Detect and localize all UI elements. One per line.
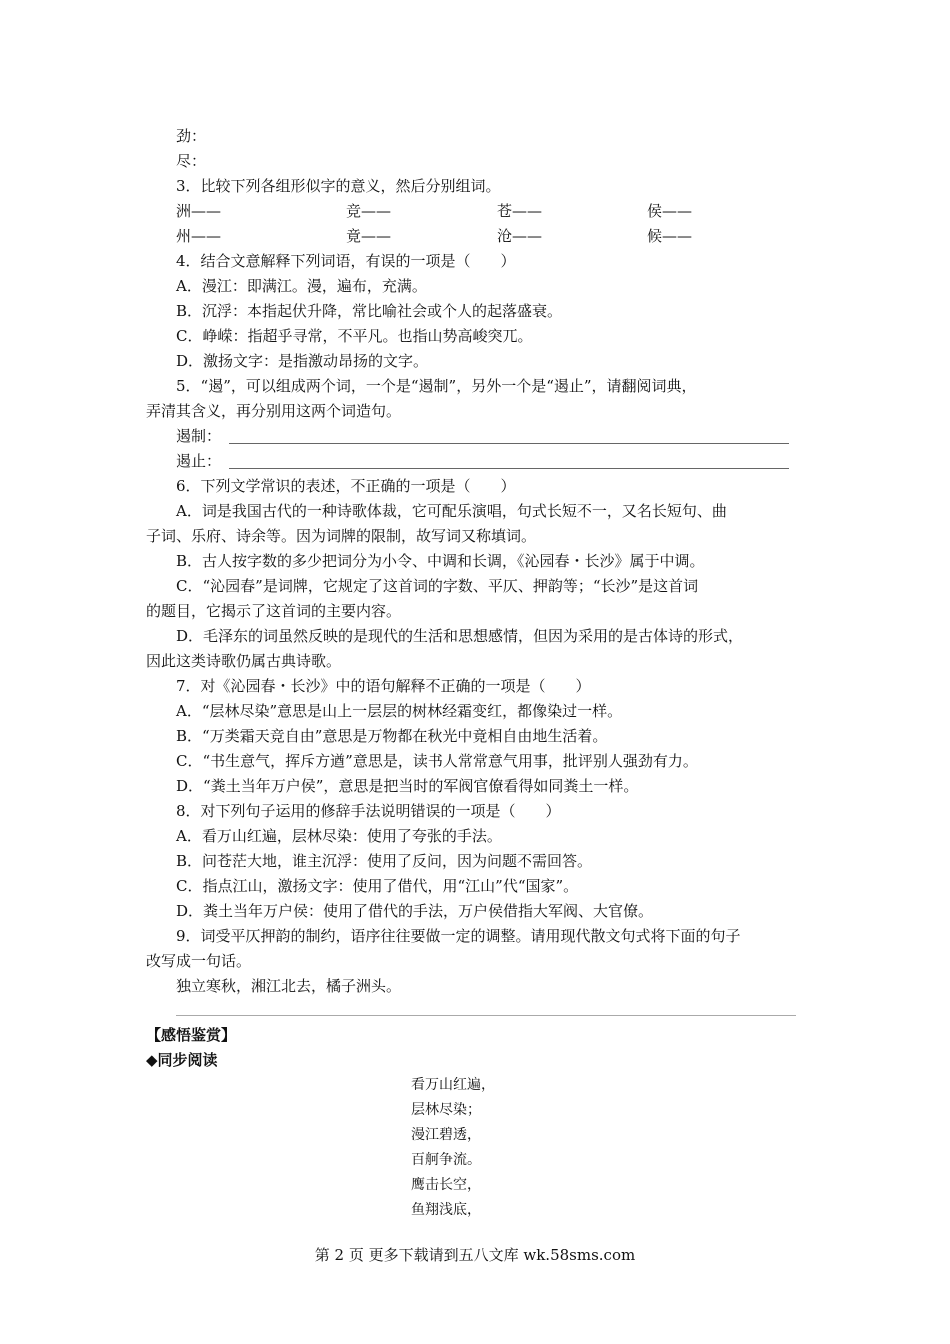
section-title: 【感悟鉴赏】 [146, 1026, 237, 1044]
q6-d-line1: D．毛泽东的词虽然反映的是现代的生活和思想感情，但因为采用的是古体诗的形式， [176, 627, 744, 645]
q3-cell: 洲—— [176, 202, 222, 220]
q6-b-line1: B．古人按字数的多少把词分为小令、中调和长调，《沁园春・长沙》属于中调。 [176, 552, 705, 570]
q3-cell: 侯—— [647, 202, 693, 220]
q5-blank2-label: 遏止： [176, 452, 222, 470]
q4-stem: 4．结合文意解释下列词语，有误的一项是（ ） [176, 252, 516, 270]
q3-row2 [176, 224, 806, 249]
item-jin: 尽： [176, 152, 207, 170]
q5-blank1-label: 遏制： [176, 427, 222, 445]
q4-option: C．峥嵘：指超乎寻常，不平凡。也指山势高峻突兀。 [176, 327, 533, 345]
section-divider [176, 1015, 796, 1016]
q9-quote: 独立寒秋，湘江北去，橘子洲头。 [176, 977, 402, 995]
q5-line1: 5．“遏”，可以组成两个词，一个是“遏制”，另外一个是“遏止”，请翻阅词典， [176, 377, 697, 395]
q3-cell: 沧—— [497, 227, 543, 245]
q3-cell: 竞—— [346, 202, 392, 220]
page-footer: 第 2 页 更多下载请到五八文库 wk.58sms.com [314, 1246, 636, 1264]
q9-line1: 9．词受平仄押韵的制约，语序往往要做一定的调整。请用现代散文句式将下面的句子 [176, 927, 741, 945]
q3-row1 [176, 199, 806, 224]
answer-line [229, 468, 789, 469]
q3-cell: 州—— [176, 227, 222, 245]
q6-a-line2: 子词、乐府、诗余等。因为词牌的限制，故写词又称填词。 [146, 527, 537, 545]
q7-option: A．“层林尽染”意思是山上一层层的树林经霜变红，都像染过一样。 [176, 702, 623, 720]
poem-line: 看万山红遍， [411, 1077, 495, 1093]
q8-stem: 8．对下列句子运用的修辞手法说明错误的一项是（ ） [176, 802, 561, 820]
q3-stem: 3．比较下列各组形似字的意义，然后分别组词。 [176, 177, 501, 195]
q7-option: D．“粪土当年万户侯”，意思是把当时的军阀官僚看得如同粪土一样。 [176, 777, 639, 795]
q7-option: C．“书生意气，挥斥方遒”意思是，读书人常常意气用事，批评别人强劲有力。 [176, 752, 698, 770]
q6-c-line1: C．“沁园春”是词牌，它规定了这首词的字数、平仄、押韵等；“长沙”是这首词 [176, 577, 699, 595]
q3-cell: 竟—— [346, 227, 392, 245]
item-jing: 劲： [176, 127, 207, 145]
section-subtitle: ◆同步阅读 [146, 1051, 218, 1069]
q7-option: B．“万类霜天竞自由”意思是万物都在秋光中竟相自由地生活着。 [176, 727, 608, 745]
q4-option: D．激扬文字：是指激动昂扬的文字。 [176, 352, 429, 370]
q8-option: C．指点江山，激扬文字：使用了借代，用“江山”代“国家”。 [176, 877, 579, 895]
answer-line [229, 443, 789, 444]
poem-line: 鱼翔浅底， [411, 1202, 481, 1218]
poem-line: 层林尽染； [411, 1102, 481, 1118]
q4-option: B．沉浮：本指起伏升降，常比喻社会或个人的起落盛衰。 [176, 302, 563, 320]
q7-stem: 7．对《沁园春・长沙》中的语句解释不正确的一项是（ ） [176, 677, 591, 695]
q4-option: A．漫江：即满江。漫，遍布，充满。 [176, 277, 427, 295]
q8-option: D．粪土当年万户侯：使用了借代的手法，万户侯借指大军阀、大官僚。 [176, 902, 654, 920]
q6-d-line2: 因此这类诗歌仍属古典诗歌。 [146, 652, 342, 670]
q6-c-line2: 的题目，它揭示了这首词的主要内容。 [146, 602, 402, 620]
q6-a-line1: A．词是我国古代的一种诗歌体裁，它可配乐演唱，句式长短不一，又名长短句、曲 [176, 502, 727, 520]
q8-option: B．问苍茫大地，谁主沉浮：使用了反问，因为问题不需回答。 [176, 852, 593, 870]
q6-stem: 6．下列文学常识的表述，不正确的一项是（ ） [176, 477, 516, 495]
poem-line: 鹰击长空， [411, 1177, 481, 1193]
q5-line2: 弄清其含义，再分别用这两个词造句。 [146, 402, 402, 420]
poem-line: 百舸争流。 [411, 1152, 481, 1168]
q3-cell: 候—— [647, 227, 693, 245]
q9-line2: 改写成一句话。 [146, 952, 252, 970]
poem-line: 漫江碧透， [411, 1127, 481, 1143]
q3-cell: 苍—— [497, 202, 543, 220]
q8-option: A．看万山红遍，层林尽染：使用了夸张的手法。 [176, 827, 502, 845]
